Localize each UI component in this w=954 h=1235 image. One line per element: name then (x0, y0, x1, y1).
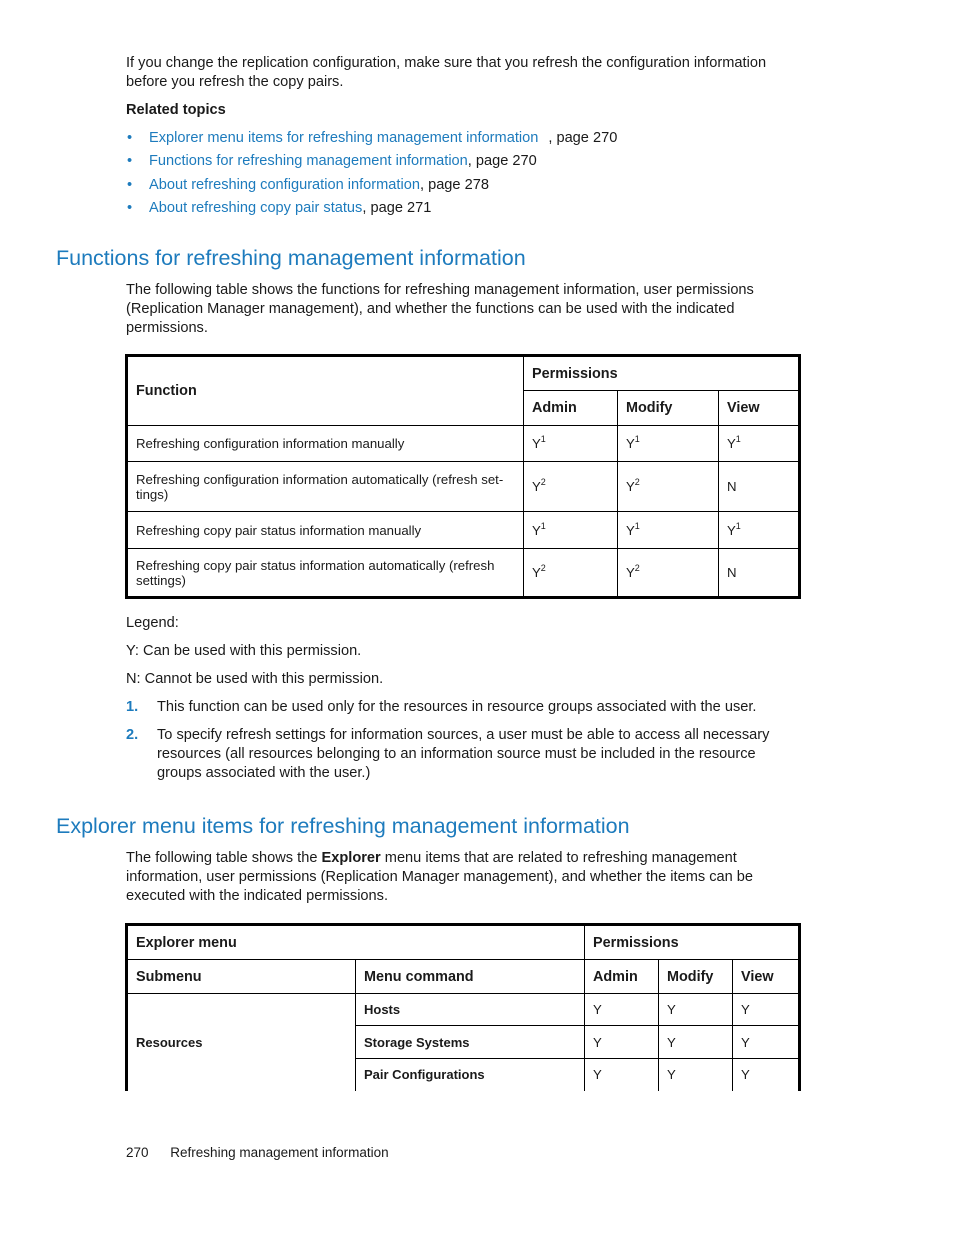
bullet-icon: • (127, 176, 133, 193)
header-permissions: Permissions (585, 925, 800, 960)
submenu-cell: Resources (127, 994, 356, 1091)
section-heading-functions: Functions for refreshing management information (56, 246, 526, 270)
section1-paragraph (126, 281, 754, 338)
footnote-ref: 1 (634, 520, 640, 531)
table-row (127, 462, 800, 512)
modify-cell (618, 426, 719, 462)
header-admin: Admin (524, 391, 618, 426)
footer-chapter: Refreshing management information (170, 1145, 389, 1160)
permission-value: Y (532, 522, 541, 538)
view-cell (719, 426, 800, 462)
permission-value: Y (626, 522, 635, 538)
table-header-row (127, 960, 800, 994)
section2-paragraph (126, 849, 753, 906)
header-modify: Modify (618, 391, 719, 426)
permission-value: Y (727, 436, 736, 451)
footnote-ref: 1 (634, 434, 640, 444)
page-ref: , page 270 (467, 153, 537, 170)
admin-cell (524, 549, 618, 598)
function-text: Refreshing copy pair status information automatically (refresh (136, 557, 495, 573)
intro-line: If you change the replication configuration, make sure that you refresh the configuration information (126, 55, 767, 71)
explorer-menu-table (125, 923, 801, 1091)
modify-cell: Y (659, 1026, 733, 1059)
function-cell (127, 549, 524, 598)
function-text: Refreshing configuration information manually (136, 436, 405, 451)
legend-n: N: Cannot be used with this permission. (126, 671, 384, 687)
view-cell: Y (733, 1059, 800, 1091)
footnote-line: groups associated with the user.) (157, 765, 371, 781)
admin-cell: Y (585, 1059, 659, 1091)
footnote-ref: 1 (735, 434, 741, 444)
header-permissions: Permissions (524, 356, 800, 391)
view-cell: Y (733, 994, 800, 1026)
table-row (127, 426, 800, 462)
footnote-text (157, 726, 797, 783)
page-number: 270 (126, 1145, 149, 1160)
footnote-item (126, 698, 757, 717)
related-link[interactable]: About refreshing copy pair status (149, 199, 363, 216)
footnote-line: This function can be used only for the resources in resource groups associated with the user. (157, 699, 757, 715)
table-row (127, 512, 800, 549)
paragraph-text: The following table shows the (126, 850, 322, 866)
list-item (127, 175, 617, 198)
function-text: Refreshing configuration information automatically (refresh set- (136, 471, 504, 487)
permission-value: Y (727, 522, 736, 538)
function-cell (127, 462, 524, 512)
paragraph-line (126, 849, 753, 868)
modify-cell: Y (659, 994, 733, 1026)
permission-value: Y (532, 436, 541, 451)
view-cell (719, 462, 800, 512)
list-item (127, 198, 617, 221)
related-link[interactable]: About refreshing configuration information (149, 176, 420, 193)
intro-paragraph (126, 54, 766, 92)
page-ref: , page 271 (362, 199, 432, 216)
header-function: Function (127, 356, 524, 426)
page-ref: , page 270 (548, 130, 618, 146)
header-submenu: Submenu (127, 960, 356, 994)
explorer-term: Explorer (321, 850, 381, 866)
view-cell (719, 512, 800, 549)
modify-cell (618, 512, 719, 549)
function-cell (127, 426, 524, 462)
footnote-ref: 2 (634, 563, 640, 573)
header-view: View (733, 960, 800, 994)
modify-cell (618, 549, 719, 598)
footnote-ref: 1 (735, 520, 741, 531)
table-header-row (127, 356, 800, 391)
footnote-ref: 1 (540, 434, 546, 444)
related-link[interactable]: Functions for refreshing management information (149, 153, 468, 170)
footnote-number: 1. (126, 699, 139, 715)
footnote-ref: 2 (540, 563, 546, 573)
table-header-row (127, 925, 800, 960)
header-admin: Admin (585, 960, 659, 994)
function-text: tings) (136, 486, 169, 502)
modify-cell: Y (659, 1059, 733, 1091)
admin-cell: Y (585, 1026, 659, 1059)
header-modify: Modify (659, 960, 733, 994)
permission-value: Y (626, 436, 635, 451)
footnote-line: To specify refresh settings for information sources, a user must be able to access all necessary (157, 727, 770, 743)
related-link[interactable]: Explorer menu items for refreshing management information (149, 130, 539, 146)
table-row (127, 549, 800, 598)
permission-value: Y (532, 565, 541, 580)
legend-title: Legend: (126, 615, 179, 631)
footnote-ref: 2 (540, 477, 546, 487)
intro-line: before you refresh the copy pairs. (126, 74, 344, 90)
header-menu-command: Menu command (356, 960, 585, 994)
footnote-text (157, 698, 797, 717)
menu-command-cell: Pair Configurations (356, 1059, 585, 1091)
function-text: Refreshing copy pair status information manually (136, 522, 422, 538)
function-cell (127, 512, 524, 549)
related-topics-heading: Related topics (126, 102, 226, 118)
view-cell: Y (733, 1026, 800, 1059)
paragraph-line: (Replication Manager management), and whether the functions can be used with the indicated (126, 301, 735, 317)
permission-value: N (727, 479, 737, 494)
list-item (127, 151, 617, 174)
bullet-icon: • (127, 199, 133, 216)
page-ref: , page 278 (419, 176, 489, 193)
footnote-ref: 2 (634, 477, 640, 487)
menu-command-cell: Hosts (356, 994, 585, 1026)
paragraph-line: permissions. (126, 320, 208, 336)
admin-cell: Y (585, 994, 659, 1026)
table-row (127, 994, 800, 1026)
header-view: View (719, 391, 800, 426)
paragraph-line: The following table shows the functions for refreshing management information, user permissions (126, 282, 754, 298)
admin-cell (524, 512, 618, 549)
permission-value: Y (532, 479, 541, 494)
functions-table (125, 354, 801, 599)
function-text: settings) (136, 572, 186, 588)
permission-value: Y (626, 565, 635, 580)
footnote-ref: 1 (540, 520, 546, 531)
menu-command-cell: Storage Systems (356, 1026, 585, 1059)
footnote-number: 2. (126, 727, 139, 743)
paragraph-line: information, user permissions (Replication Manager management), and whether the items can be (126, 869, 754, 885)
admin-cell (524, 462, 618, 512)
bullet-icon: • (127, 130, 133, 146)
header-explorer-menu: Explorer menu (127, 925, 585, 960)
footnote-item (126, 726, 770, 781)
section-heading-explorer: Explorer menu items for refreshing management information (56, 814, 630, 838)
list-item (127, 128, 617, 151)
view-cell (719, 549, 800, 598)
footer (126, 1145, 389, 1160)
admin-cell (524, 426, 618, 462)
legend-y: Y: Can be used with this permission. (126, 643, 362, 659)
modify-cell (618, 462, 719, 512)
related-topics-list (127, 128, 617, 221)
footnote-line: resources (all resources belonging to an information source must be included in the resource (157, 746, 756, 762)
paragraph-line: executed with the indicated permissions. (126, 888, 389, 904)
bullet-icon: • (127, 153, 133, 170)
permission-value: Y (626, 479, 635, 494)
permission-value: N (727, 565, 737, 580)
paragraph-text: menu items that are related to refreshing management (380, 850, 737, 866)
